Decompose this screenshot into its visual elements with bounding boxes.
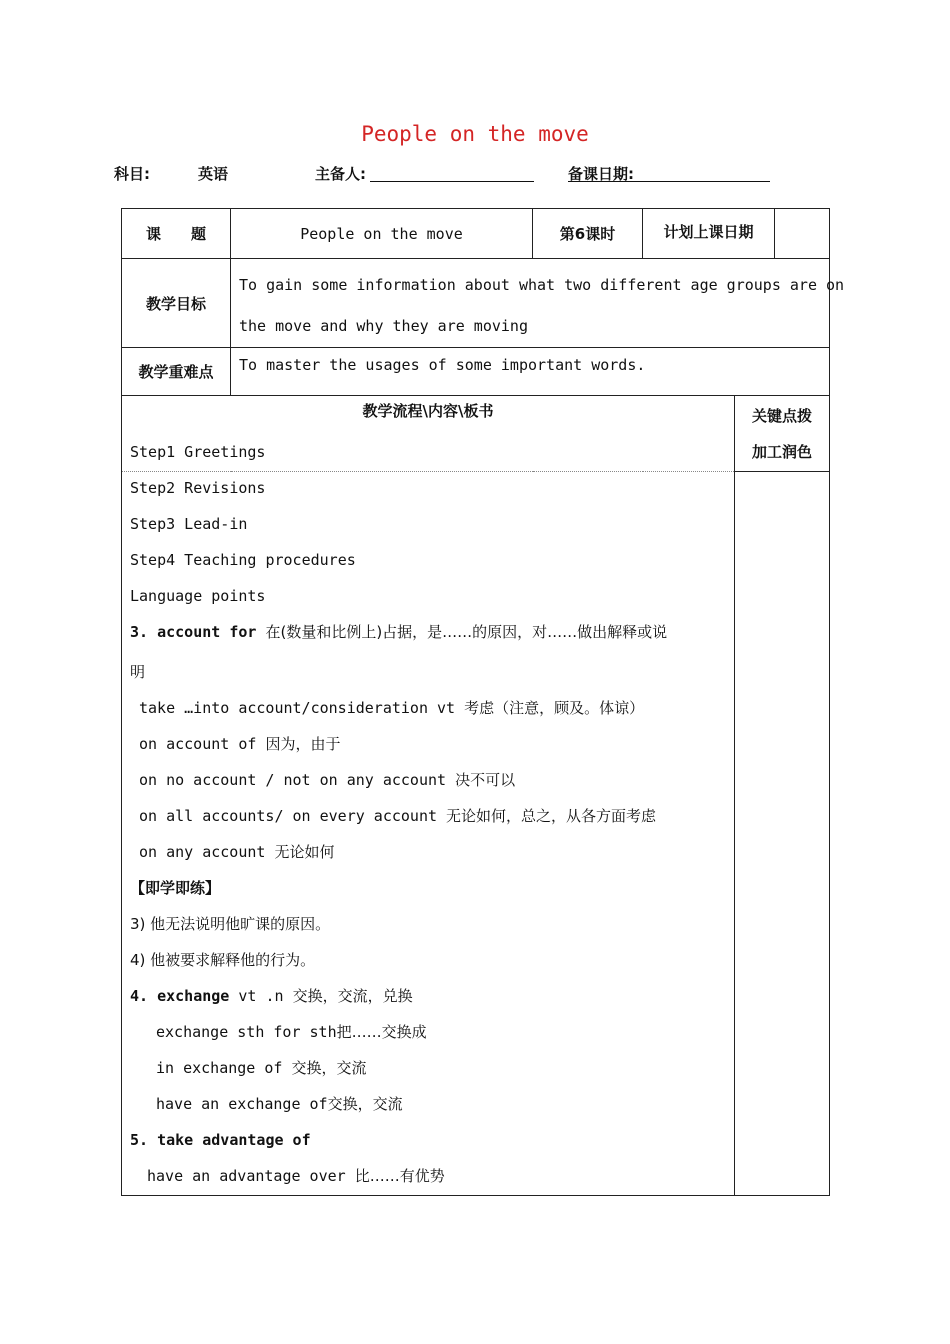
point-4-line-2-zh: 交换，交流: [291, 1059, 367, 1077]
point-3-line-4-zh: 无论如何，总之，从各方面考虑: [446, 807, 657, 825]
side-header-line-1: 关键点拨: [752, 407, 813, 425]
exercise-3: 3) 他无法说明他旷课的原因。: [130, 915, 331, 933]
point-4-line-3-zh: 交换，交流: [327, 1095, 403, 1113]
point-3-line-3: [130, 762, 726, 798]
plan-date-label: 计划上课日期: [643, 209, 775, 259]
point-3-definition: 在(数量和比例上)占据，是……的原因，对……做出解释或说: [265, 623, 668, 641]
document-title: People on the move: [361, 122, 589, 146]
point-3-line-2: [130, 726, 726, 762]
point-3-term: 3. account for: [130, 623, 257, 641]
point-3-line-1-zh: 考虑（注意，顾及。体谅）: [464, 699, 645, 717]
keypoint-row: [122, 348, 830, 396]
point-3-heading: [130, 614, 726, 650]
objective-line-1: To gain some information about what two different age groups are on: [239, 276, 845, 294]
step-2: Step2 Revisions: [130, 479, 266, 497]
objective-line-2: the move and why they are moving: [239, 317, 528, 335]
point-4-term: 4. exchange: [130, 987, 230, 1005]
point-4-line-3: [130, 1086, 726, 1122]
point-5-heading: 5. take advantage of: [130, 1131, 311, 1149]
point-3-line-3-zh: 决不可以: [455, 771, 516, 789]
objective-row: [122, 259, 830, 348]
preparer-label: 主备人:: [315, 165, 366, 183]
point-4-definition: 交换，交流，兑换: [292, 987, 413, 1005]
subject-label: 科目:: [114, 165, 150, 183]
flow-body-row: [122, 472, 830, 1196]
document-meta: [114, 163, 770, 183]
preparer-underline: [370, 181, 534, 182]
side-header: [735, 396, 830, 472]
step-4: Step4 Teaching procedures: [130, 551, 356, 569]
flow-content: [122, 443, 735, 1196]
point-3-line-4: [130, 798, 726, 834]
point-4-line-1: [130, 1014, 726, 1050]
point-3-line-3-en: on no account / not on any account: [139, 771, 447, 789]
practice-heading: 【即学即练】: [130, 879, 221, 897]
flow-header: 教学流程\内容\板书: [122, 396, 735, 472]
point-5-line-1-en: have an advantage over: [147, 1167, 346, 1185]
language-points-heading: Language points: [130, 587, 266, 605]
point-3-line-5: [130, 834, 726, 870]
point-5-line-1-zh: 比……有优势: [354, 1167, 445, 1185]
point-3-line-5-zh: 无论如何: [274, 843, 335, 861]
point-5-line-1: [130, 1158, 726, 1194]
point-3-line-1-en: take …into account/consideration vt: [139, 699, 456, 717]
point-4-line-1-en: exchange sth for sth: [156, 1023, 337, 1041]
point-4-line-1-zh: 把……交换成: [336, 1023, 427, 1041]
point-4-pos: vt .n: [238, 987, 284, 1005]
point-3-line-1: [130, 690, 726, 726]
keypoint-label: 教学重难点: [122, 348, 231, 396]
step-3: Step3 Lead-in: [130, 515, 248, 533]
date-label: 备课日期:: [568, 165, 634, 183]
objective-text: [231, 259, 845, 348]
exercise-4: 4) 他被要求解释他的行为。: [130, 951, 316, 969]
side-notes-cell: [735, 472, 830, 1196]
point-3-definition-cont: 明: [130, 663, 146, 681]
lesson-number: 第6课时: [533, 209, 643, 259]
point-4-heading: [130, 978, 726, 1014]
topic-value: People on the move: [231, 209, 533, 259]
plan-date-value: [775, 209, 830, 259]
keypoint-text: To master the usages of some important words.: [231, 348, 830, 396]
point-4-line-2: [130, 1050, 726, 1086]
lesson-plan-table: [121, 208, 845, 1196]
point-4-line-2-en: in exchange of: [156, 1059, 283, 1077]
step-1: Step1 Greetings: [130, 443, 266, 461]
side-header-line-2: 加工润色: [752, 443, 813, 461]
date-underline: [568, 181, 770, 182]
point-3-line-2-zh: 因为，由于: [265, 735, 341, 753]
objective-label: 教学目标: [122, 259, 231, 348]
point-4-line-3-en: have an exchange of: [156, 1095, 328, 1113]
topic-label: 课 题: [122, 209, 231, 259]
point-3-line-2-en: on account of: [139, 735, 257, 753]
point-3-line-4-en: on all accounts/ on every account: [139, 807, 438, 825]
point-3-line-5-en: on any account: [139, 843, 266, 861]
subject-value: 英语: [198, 165, 229, 183]
topic-row: [122, 209, 830, 259]
